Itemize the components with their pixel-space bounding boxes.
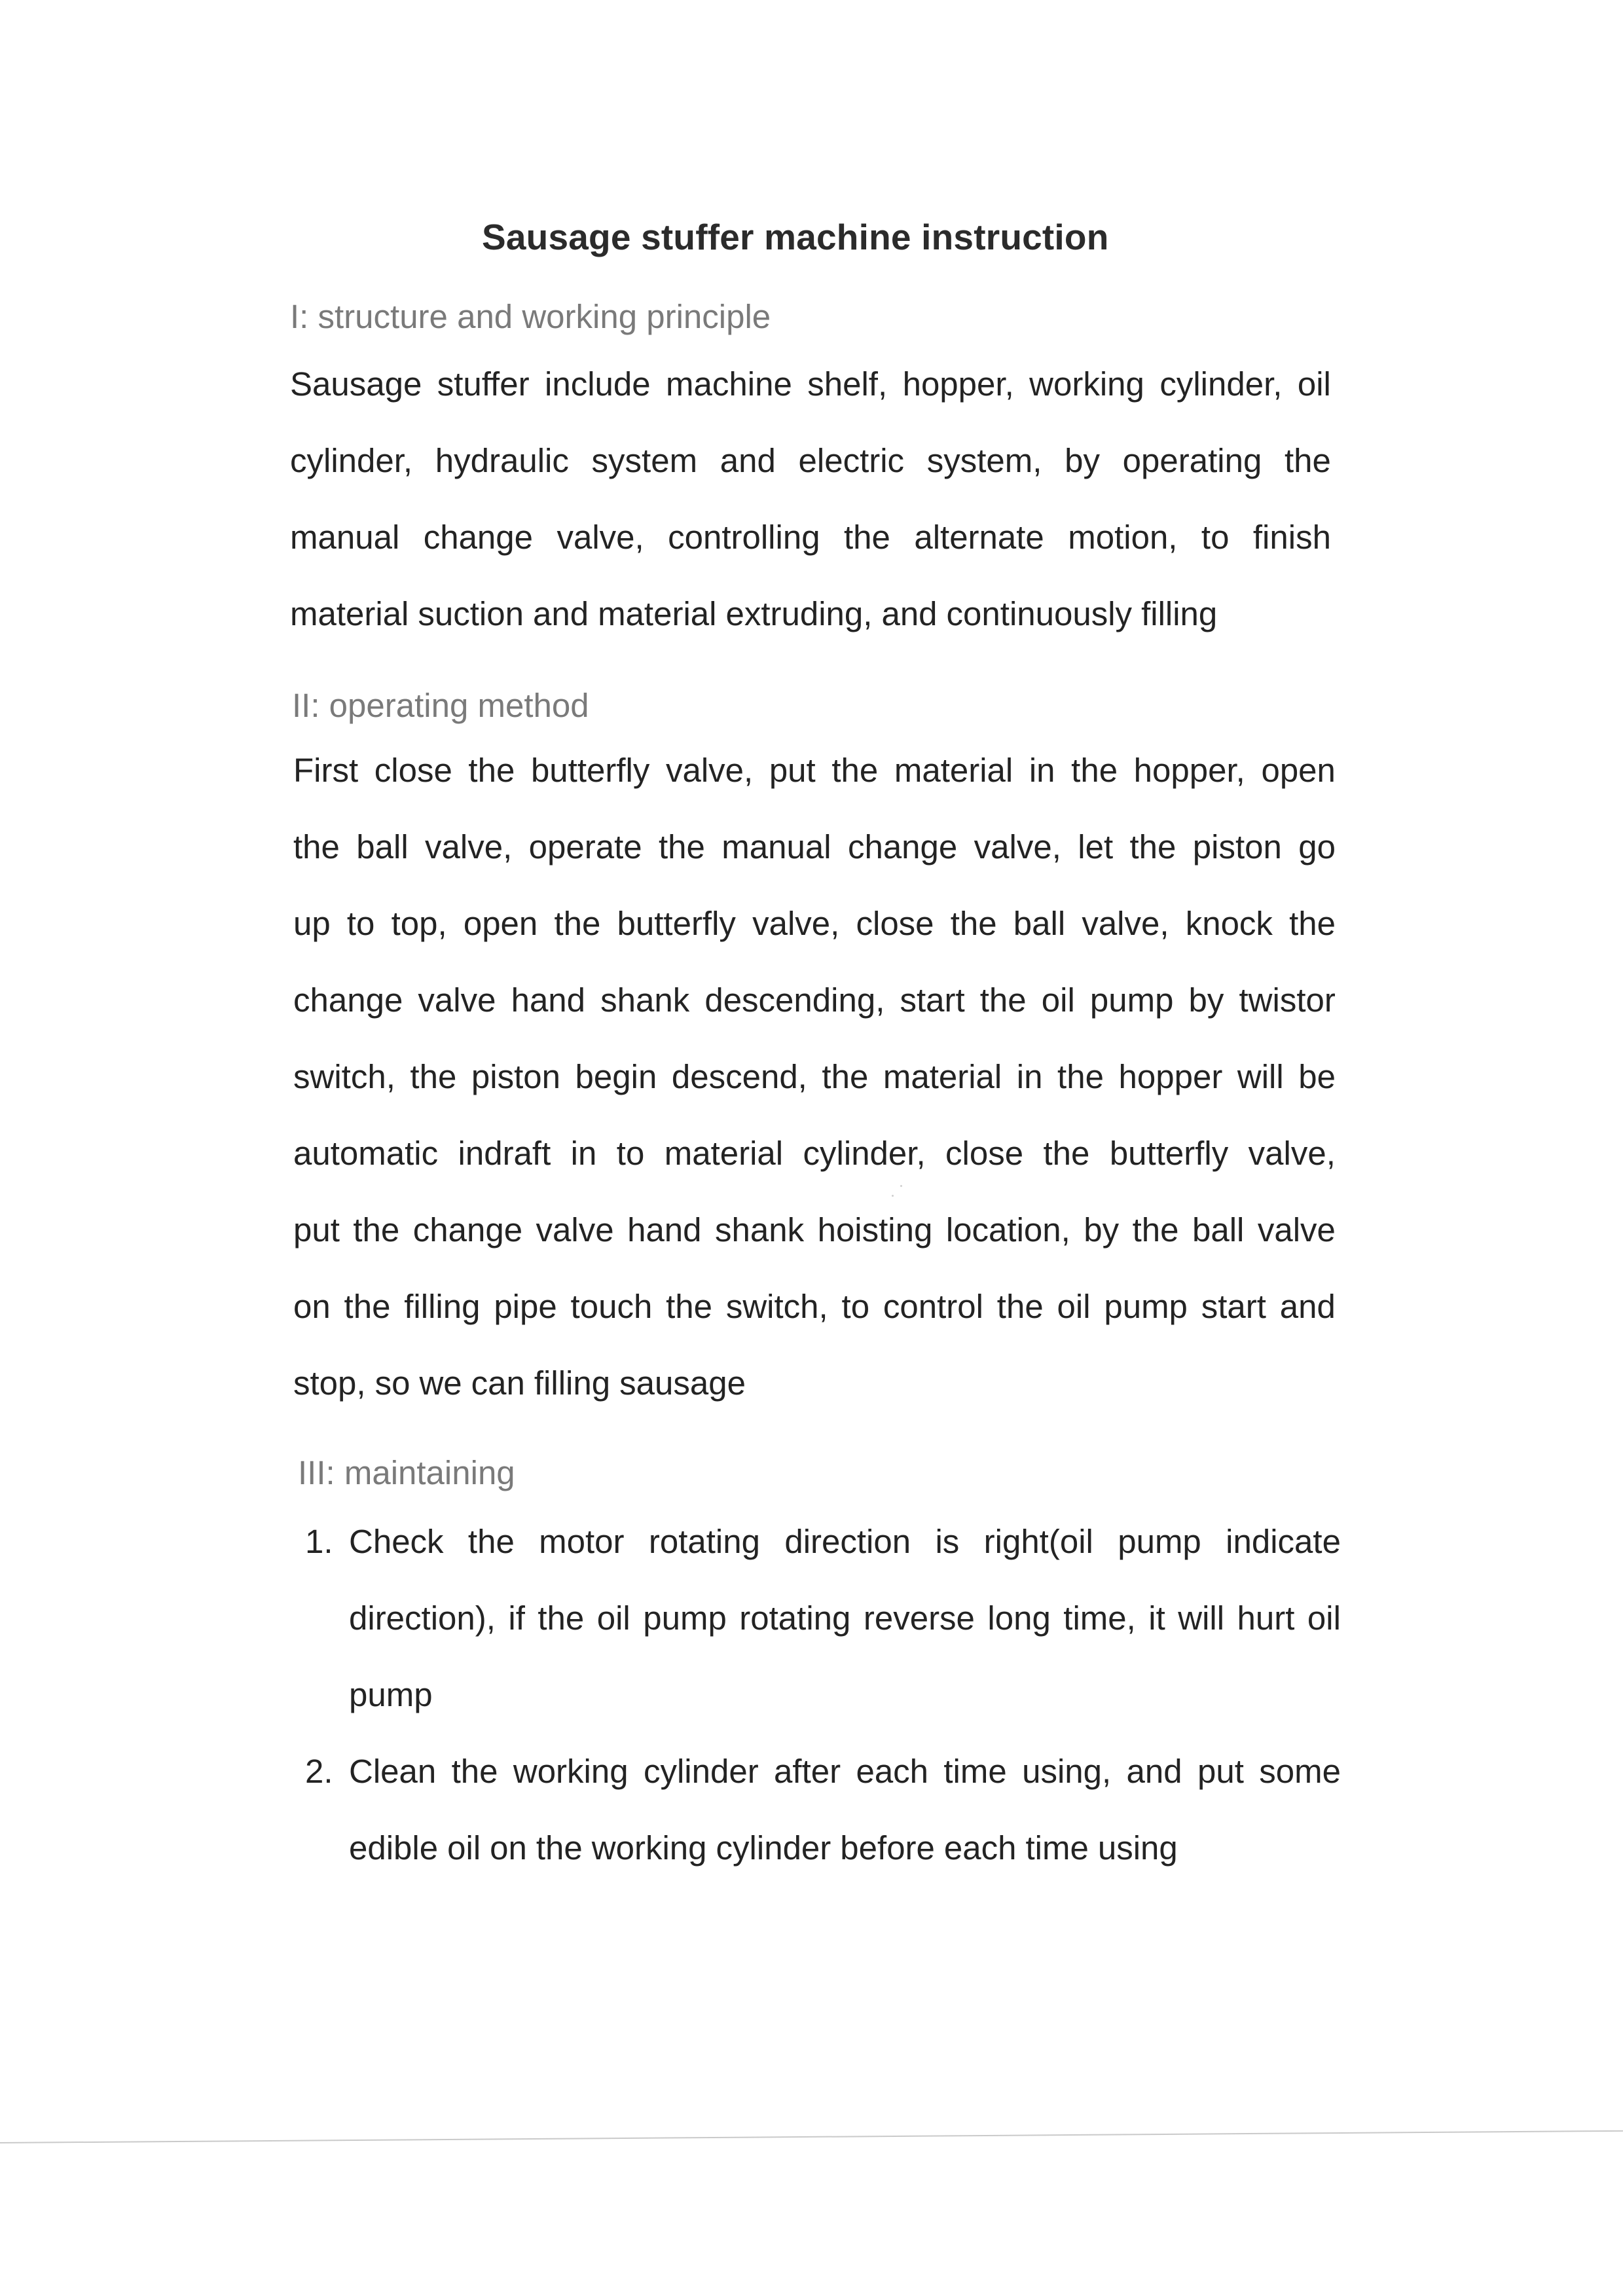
word: the (950, 905, 997, 942)
word: controlling (668, 519, 820, 556)
word: we (419, 1364, 462, 1402)
word: the (468, 752, 515, 789)
word: open (463, 905, 538, 942)
list-item-text (349, 1733, 1341, 1886)
word: butterfly (617, 905, 736, 942)
word: descend, (671, 1058, 807, 1095)
word: system (591, 442, 698, 479)
word: control (883, 1288, 983, 1325)
word: can (471, 1364, 525, 1402)
word: and (881, 595, 938, 632)
word: pump (1089, 981, 1174, 1019)
list-item (305, 1503, 1341, 1733)
word: using, (1022, 1753, 1112, 1790)
word: hydraulic (435, 442, 569, 479)
word: rotating (648, 1523, 760, 1560)
word: using (1097, 1829, 1178, 1867)
word: hopper (1118, 1058, 1223, 1095)
word: be (1298, 1058, 1336, 1095)
word: extruding, (725, 595, 873, 632)
word: stop, (293, 1364, 366, 1402)
word: oil (447, 1829, 481, 1867)
word: the (844, 519, 890, 556)
word: hopper, (1133, 752, 1245, 789)
word: system, (926, 442, 1042, 479)
word: Sausage (290, 365, 422, 403)
word: suction (418, 595, 524, 632)
word: pipe (494, 1288, 557, 1325)
word: open (1261, 752, 1336, 789)
word: in (1029, 752, 1055, 789)
word: right(oil (983, 1523, 1093, 1560)
word: filling (534, 1364, 611, 1402)
scan-speck (900, 1185, 902, 1187)
word: put (769, 752, 816, 789)
word: some (1259, 1753, 1341, 1790)
word: working (591, 1829, 707, 1867)
word: the (666, 1288, 713, 1325)
word: valve, (1248, 1135, 1336, 1172)
word: the (451, 1753, 498, 1790)
text-line (290, 346, 1331, 422)
word: indraft (458, 1135, 551, 1172)
word: the (467, 1523, 515, 1560)
word: by (1084, 1211, 1120, 1248)
word: let (1078, 828, 1114, 866)
word: pump (349, 1676, 433, 1713)
word: hand (627, 1211, 702, 1248)
word: pump (1104, 1288, 1188, 1325)
word: top, (391, 905, 447, 942)
word: manual (721, 828, 831, 866)
word: oil (1041, 981, 1075, 1019)
word: butterfly (1109, 1135, 1229, 1172)
word: alternate (914, 519, 1044, 556)
list-item-text (349, 1503, 1341, 1733)
text-line (293, 1345, 1336, 1421)
text-line (293, 885, 1336, 962)
word: up (293, 905, 331, 942)
word: change (412, 1211, 523, 1248)
word: close (856, 905, 934, 942)
word: the (1284, 442, 1331, 479)
word: shank (715, 1211, 805, 1248)
word: oil (596, 1599, 630, 1637)
word: the (554, 905, 601, 942)
word: and (720, 442, 776, 479)
word: the (1071, 752, 1118, 789)
section-heading-operating-method: II: operating method (292, 687, 589, 724)
word: pump (643, 1599, 727, 1637)
word: go (1298, 828, 1336, 866)
word: reverse (863, 1599, 975, 1637)
text-line (293, 1115, 1336, 1192)
word: cylinder, (1159, 365, 1283, 403)
word: working (1029, 365, 1144, 403)
text-line (293, 962, 1336, 1038)
word: material (883, 1058, 1002, 1095)
word: in (1016, 1058, 1043, 1095)
word: oil (1057, 1288, 1091, 1325)
word: ball (356, 828, 409, 866)
word: valve, (665, 752, 754, 789)
text-line (349, 1733, 1341, 1810)
word: filling (1141, 595, 1218, 632)
word: change (293, 981, 403, 1019)
word: long (987, 1599, 1051, 1637)
word: the (410, 1058, 457, 1095)
section-heading-maintaining: III: maintaining (298, 1454, 515, 1491)
text-line (293, 1192, 1336, 1268)
word: hoisting (817, 1211, 933, 1248)
word: to (841, 1288, 870, 1325)
word: will (1237, 1058, 1284, 1095)
list-item (305, 1733, 1341, 1886)
word: Clean (349, 1753, 437, 1790)
word: the (831, 752, 879, 789)
word: continuously (946, 595, 1133, 632)
word: oil (1307, 1599, 1341, 1637)
word: location, (945, 1211, 1070, 1248)
word: put (293, 1211, 340, 1248)
word: time, (1063, 1599, 1136, 1637)
word: on (293, 1288, 331, 1325)
word: change (423, 519, 534, 556)
word: close (945, 1135, 1024, 1172)
word: the (344, 1288, 391, 1325)
section-paragraph-operating-method (293, 732, 1336, 1421)
word: will (1178, 1599, 1225, 1637)
word: electric (798, 442, 905, 479)
word: butterfly (530, 752, 650, 789)
word: direction), (349, 1599, 496, 1637)
text-line (349, 1656, 1341, 1733)
word: material (598, 595, 717, 632)
word: the (659, 828, 705, 866)
text-line (290, 575, 1331, 652)
word: the (536, 1829, 583, 1867)
word: valve (536, 1211, 614, 1248)
text-line (290, 499, 1331, 575)
word: in (570, 1135, 597, 1172)
text-line (293, 809, 1336, 885)
word: cylinder, (290, 442, 413, 479)
word: to (1201, 519, 1230, 556)
word: edible (349, 1829, 439, 1867)
word: finish (1252, 519, 1331, 556)
scan-edge-line (0, 2130, 1623, 2143)
word: by (1065, 442, 1100, 479)
word: knock (1185, 905, 1273, 942)
word: cylinder, (803, 1135, 926, 1172)
text-line (293, 1038, 1336, 1115)
word: time (1025, 1829, 1089, 1867)
word: the (1132, 1211, 1179, 1248)
text-line (293, 1268, 1336, 1345)
word: valve, (425, 828, 513, 866)
word: piston (471, 1058, 560, 1095)
word: ball (1192, 1211, 1245, 1248)
word: motor (539, 1523, 625, 1560)
word: valve, (1082, 905, 1169, 942)
word: and (1279, 1288, 1336, 1325)
word: valve, (752, 905, 840, 942)
word: hurt (1237, 1599, 1295, 1637)
word: oil (1297, 365, 1331, 403)
word: descending, (704, 981, 885, 1019)
word: valve, (974, 828, 1061, 866)
word: shank (600, 981, 690, 1019)
word: rotating (739, 1599, 851, 1637)
word: to (346, 905, 375, 942)
word: begin (575, 1058, 657, 1095)
word: if (508, 1599, 525, 1637)
word: manual (290, 519, 400, 556)
word: is (935, 1523, 960, 1560)
word: valve (1257, 1211, 1336, 1248)
text-line (290, 422, 1331, 499)
word: direction (784, 1523, 911, 1560)
word: change (847, 828, 958, 866)
word: motion, (1068, 519, 1178, 556)
word: the (1289, 905, 1336, 942)
word: stuffer (437, 365, 530, 403)
word: and (532, 595, 589, 632)
word: the (822, 1058, 869, 1095)
word: by (1188, 981, 1224, 1019)
word: valve, (556, 519, 644, 556)
text-line (349, 1503, 1341, 1580)
word: the (1129, 828, 1176, 866)
list-marker: 2. (305, 1753, 333, 1790)
word: after (774, 1753, 841, 1790)
word: start (900, 981, 965, 1019)
word: material (290, 595, 409, 632)
word: time (943, 1753, 1007, 1790)
word: piston (1192, 828, 1282, 866)
word: switch, (725, 1288, 828, 1325)
word: shelf, (807, 365, 888, 403)
word: the (1043, 1135, 1090, 1172)
word: material (894, 752, 1013, 789)
word: material (664, 1135, 784, 1172)
word: automatic (293, 1135, 439, 1172)
word: Check (349, 1523, 444, 1560)
word: cylinder (643, 1753, 759, 1790)
word: operate (528, 828, 642, 866)
word: the (293, 828, 340, 866)
maintenance-list (305, 1503, 1341, 1886)
word: ball (1013, 905, 1066, 942)
word: each (856, 1753, 929, 1790)
word: working (513, 1753, 629, 1790)
word: cylinder (716, 1829, 831, 1867)
word: pump (1118, 1523, 1201, 1560)
section-paragraph-structure (290, 346, 1331, 652)
word: hand (511, 981, 586, 1019)
word: each (943, 1829, 1017, 1867)
word: and (1126, 1753, 1182, 1790)
text-line (349, 1580, 1341, 1656)
word: before (840, 1829, 935, 1867)
word: so (374, 1364, 410, 1402)
word: the (538, 1599, 585, 1637)
word: the (1057, 1058, 1104, 1095)
word: the (979, 981, 1027, 1019)
word: put (1197, 1753, 1244, 1790)
word: indicate (1226, 1523, 1341, 1560)
word: operating (1122, 442, 1262, 479)
word: twistor (1239, 981, 1336, 1019)
section-heading-structure: I: structure and working principle (290, 298, 771, 335)
document-title: Sausage stuffer machine instruction (482, 217, 1109, 257)
word: switch, (293, 1058, 395, 1095)
word: include (545, 365, 651, 403)
text-line (349, 1810, 1341, 1886)
word: machine (666, 365, 792, 403)
word: filling (404, 1288, 481, 1325)
word: sausage (619, 1364, 746, 1402)
word: the (353, 1211, 400, 1248)
word: valve (418, 981, 496, 1019)
word: to (616, 1135, 645, 1172)
word: close (374, 752, 452, 789)
word: start (1201, 1288, 1266, 1325)
word: it (1148, 1599, 1165, 1637)
word: the (996, 1288, 1044, 1325)
text-line (293, 732, 1336, 809)
word: touch (570, 1288, 653, 1325)
scan-speck (892, 1195, 894, 1197)
list-marker: 1. (305, 1523, 333, 1560)
word: First (293, 752, 359, 789)
word: on (490, 1829, 527, 1867)
word: hopper, (902, 365, 1014, 403)
